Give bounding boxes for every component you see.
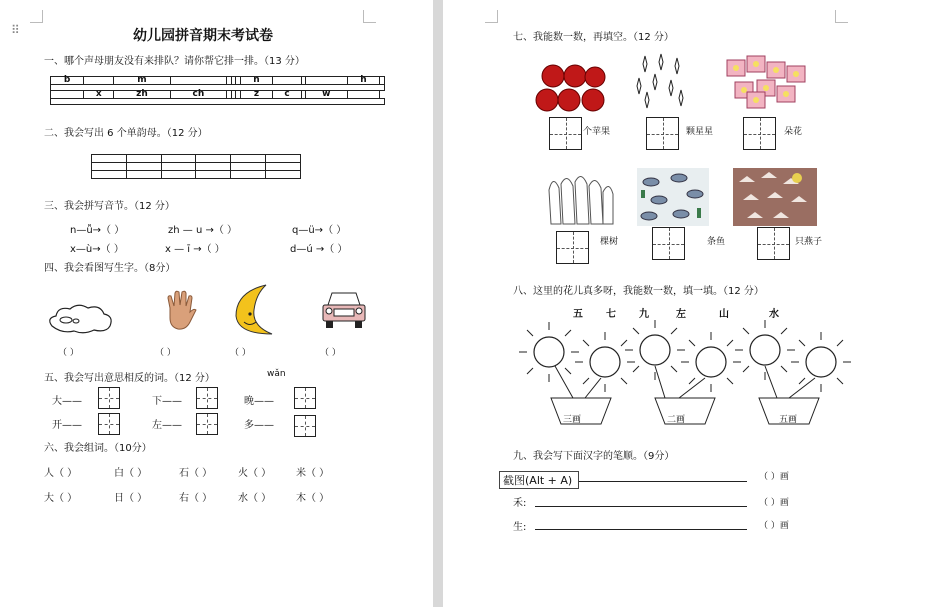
margin-corner-mark: [363, 10, 376, 23]
grid-cell[interactable]: [170, 77, 227, 85]
grid-cell[interactable]: n: [240, 77, 273, 85]
count-box[interactable]: [549, 117, 582, 150]
grid-cell[interactable]: zh: [114, 91, 170, 99]
flower-character: 山: [719, 309, 729, 320]
section-2-heading: 二、我会写出 6 个单韵母。（12 分）: [44, 128, 208, 139]
antonym-prompt: 晚——: [244, 396, 274, 407]
spelling-item: x — ī →（ ）: [165, 244, 225, 255]
pot-label: 三画: [563, 415, 582, 425]
grid-cell[interactable]: m: [114, 77, 170, 85]
section-1-heading: 一、哪个声母朋友没有来排队？请你帮它排一排。（13 分）: [44, 56, 305, 67]
pinyin-hint: wǎn: [267, 369, 286, 379]
grid-cell[interactable]: x: [84, 91, 114, 99]
stroke-count: （ ）画: [759, 472, 789, 482]
antonym-prompt: 下——: [152, 396, 182, 407]
margin-corner-mark: [485, 10, 498, 23]
apples-picture: [535, 62, 607, 114]
tianzige-box[interactable]: [294, 387, 316, 409]
vowel-writing-grid: [91, 154, 301, 179]
hand-picture: [164, 290, 198, 332]
count-unit: 朵花: [784, 127, 803, 137]
screenshot-tooltip: 截图(Alt + A): [499, 471, 579, 489]
stroke-row-label: 生:: [513, 522, 527, 533]
swallows-picture: [733, 168, 817, 226]
tianzige-box[interactable]: [196, 413, 218, 435]
answer-slot[interactable]: （ ）: [58, 348, 79, 358]
section-8-heading: 八、这里的花儿真多呀，我能数一数，填一填。（12 分）: [513, 286, 764, 297]
word-item: 火（ ）: [238, 468, 272, 479]
count-box[interactable]: [743, 117, 776, 150]
document-page-right: [443, 0, 927, 607]
grid-cell[interactable]: [347, 91, 380, 99]
flower-character: 五: [573, 309, 583, 320]
grid-cell[interactable]: [306, 77, 347, 85]
answer-slot[interactable]: （ ）: [320, 348, 341, 358]
count-box[interactable]: [556, 231, 589, 264]
margin-corner-mark: [30, 10, 43, 23]
car-picture: [320, 289, 368, 331]
spelling-item: x—ù→（ ）: [70, 244, 124, 255]
moon-picture: [228, 282, 284, 338]
count-unit: 只燕子: [795, 237, 823, 247]
word-item: 人（ ）: [44, 468, 78, 479]
count-unit: 颗星星: [686, 127, 714, 137]
grid-cell[interactable]: ch: [170, 91, 227, 99]
stroke-writing-line[interactable]: [535, 506, 747, 507]
section-7-heading: 七、我能数一数，再填空。（12 分）: [513, 32, 674, 43]
stars-picture: [631, 52, 687, 110]
section-5-heading: 五、我会写出意思相反的词。（12 分）: [44, 373, 215, 384]
page-title: 幼儿园拼音期末考试卷: [133, 28, 273, 44]
word-item: 水（ ）: [238, 493, 272, 504]
word-item: 右（ ）: [179, 493, 213, 504]
stroke-row-label: 禾:: [513, 498, 527, 509]
spelling-item: zh — u →（ ）: [168, 225, 238, 236]
grid-cell[interactable]: w: [306, 91, 347, 99]
stroke-count: （ ）画: [759, 498, 789, 508]
section-4-heading: 四、我会看图写生字。（8分）: [44, 263, 176, 274]
count-unit: 条鱼: [707, 237, 726, 247]
grid-cell[interactable]: h: [347, 77, 380, 85]
answer-slot[interactable]: （ ）: [230, 348, 251, 358]
word-item: 米（ ）: [296, 468, 330, 479]
grid-cell[interactable]: [51, 91, 84, 99]
count-box[interactable]: [652, 227, 685, 260]
tianzige-box[interactable]: [98, 387, 120, 409]
grid-cell[interactable]: c: [273, 91, 301, 99]
word-item: 日（ ）: [114, 493, 148, 504]
grid-cell[interactable]: [84, 77, 114, 85]
margin-corner-mark: [835, 10, 848, 23]
antonym-prompt: 左——: [152, 420, 182, 431]
antonym-prompt: 开——: [52, 420, 82, 431]
flower-character: 九: [639, 309, 649, 320]
grid-cell[interactable]: [273, 77, 301, 85]
word-item: 木（ ）: [296, 493, 330, 504]
word-item: 大（ ）: [44, 493, 78, 504]
flowers-picture: [725, 52, 809, 110]
trees-picture: [545, 170, 617, 226]
grid-cell[interactable]: z: [240, 91, 273, 99]
count-box[interactable]: [757, 227, 790, 260]
antonym-prompt: 大——: [52, 396, 82, 407]
stroke-writing-line[interactable]: [579, 481, 747, 482]
tianzige-box[interactable]: [98, 413, 120, 435]
pot-label: 二画: [667, 415, 686, 425]
flower-character: 左: [676, 309, 686, 320]
fish-picture: [637, 168, 709, 226]
section-9-heading: 九、我会写下面汉字的笔顺。（9分）: [513, 451, 675, 462]
document-page-left: [0, 0, 433, 607]
pinyin-order-grid: [50, 76, 385, 105]
flower-character: 水: [769, 309, 779, 320]
tianzige-box[interactable]: [294, 415, 316, 437]
answer-slot[interactable]: （ ）: [155, 348, 176, 358]
drag-handle-icon[interactable]: ⠿: [11, 23, 21, 37]
antonym-prompt: 多——: [244, 420, 274, 431]
tianzige-box[interactable]: [196, 387, 218, 409]
section-6-heading: 六、我会组词。（10分）: [44, 443, 152, 454]
word-item: 白（ ）: [114, 468, 148, 479]
word-item: 石（ ）: [179, 468, 213, 479]
pot-label: 五画: [779, 415, 798, 425]
grid-cell[interactable]: b: [51, 77, 84, 85]
count-unit: 个苹果: [583, 127, 611, 137]
section-3-heading: 三、我会拼写音节。（12 分）: [44, 201, 175, 212]
count-box[interactable]: [646, 117, 679, 150]
grid-cell[interactable]: [380, 77, 385, 85]
flower-character: 七: [606, 309, 616, 320]
stroke-writing-line[interactable]: [535, 529, 747, 530]
spelling-item: n—ǚ→（ ）: [70, 225, 125, 236]
count-unit: 棵树: [600, 237, 619, 247]
cloud-picture: [44, 300, 116, 336]
spelling-item: d—ú →（ ）: [290, 244, 348, 255]
spelling-item: q—ü→（ ）: [292, 225, 347, 236]
stroke-count: （ ）画: [759, 521, 789, 531]
